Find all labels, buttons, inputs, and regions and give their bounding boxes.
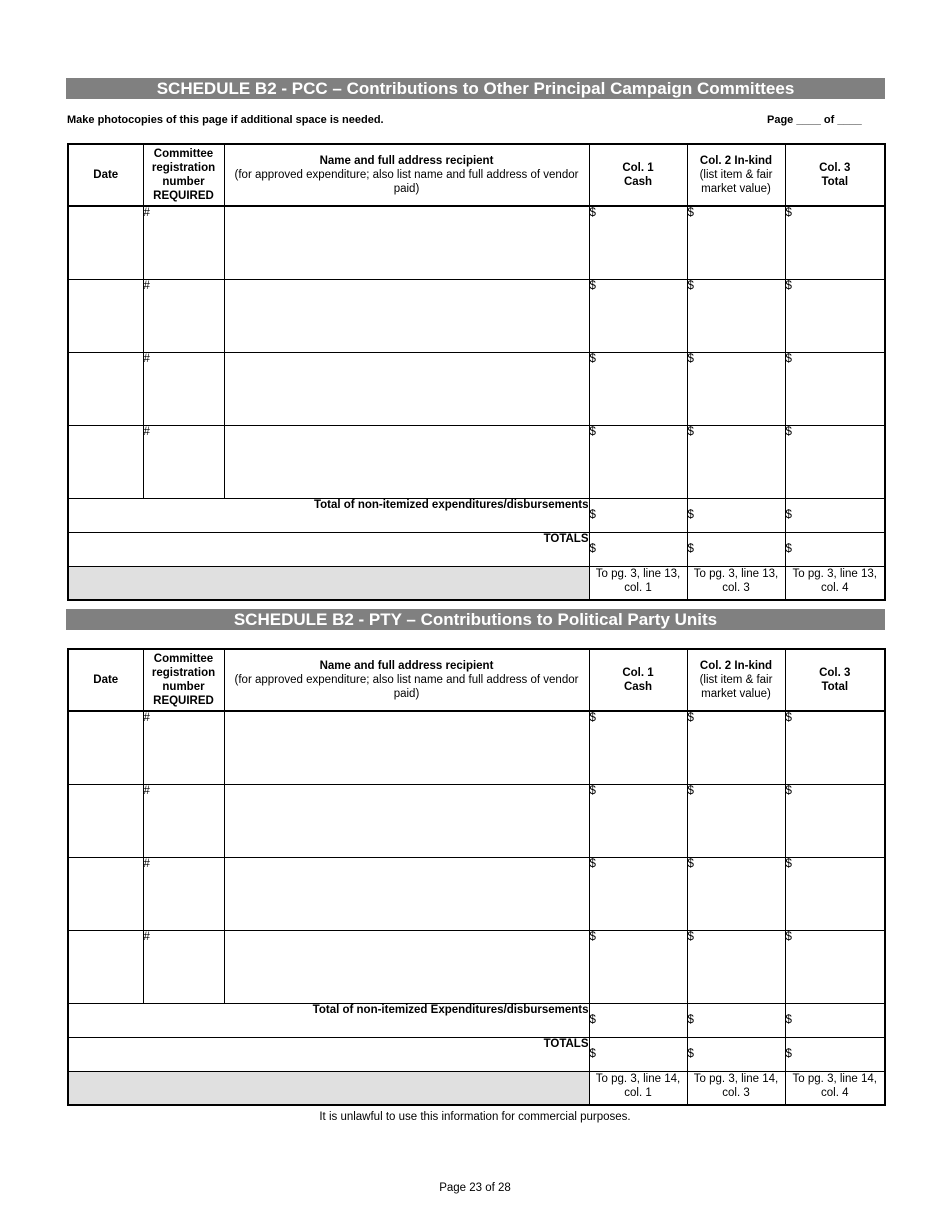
date-cell[interactable] [68,857,143,930]
reg-number-cell[interactable]: # [143,352,224,425]
recipient-cell[interactable] [224,857,589,930]
recipient-title: Name and full address recipient [319,155,494,167]
non-itemized-inkind[interactable]: $ [687,1003,785,1037]
table-row [68,784,885,857]
totals-cash[interactable]: $ [589,532,687,566]
date-header: Date [68,649,143,711]
committee-reg-header [143,649,224,711]
col3-header [785,649,885,711]
cash-cell[interactable]: $ [589,857,687,930]
reg-number-cell[interactable]: # [143,711,224,784]
ref-col1: To pg. 3, line 13, col. 1 [589,566,687,600]
non-itemized-label: Total of non-itemized Expenditures/disbursements [68,1003,589,1037]
cash-cell[interactable]: $ [589,711,687,784]
col3-header [785,144,885,206]
col2-title: Col. 2 In-kind [699,660,773,672]
recipient-cell[interactable] [224,711,589,784]
non-itemized-inkind[interactable]: $ [687,498,785,532]
table-row [68,279,885,352]
ref-col1: To pg. 3, line 14, col. 1 [589,1071,687,1105]
recipient-header [224,144,589,206]
schedule-pty-table [67,648,886,1106]
col3-sub: Total [821,176,849,188]
total-cell[interactable]: $ [785,784,885,857]
inkind-cell[interactable]: $ [687,279,785,352]
non-itemized-row [68,1003,885,1037]
schedule-pty-title: SCHEDULE B2 - PTY – Contributions to Political Party Units [66,609,885,630]
recipient-title: Name and full address recipient [319,660,494,672]
ref-col3: To pg. 3, line 14, col. 4 [785,1071,885,1105]
col2-title: Col. 2 In-kind [699,155,773,167]
recipient-cell[interactable] [224,279,589,352]
inkind-cell[interactable]: $ [687,930,785,1003]
cash-cell[interactable]: $ [589,425,687,498]
reg-number-cell[interactable]: # [143,930,224,1003]
col2-header [687,649,785,711]
inkind-cell[interactable]: $ [687,784,785,857]
col1-header [589,649,687,711]
col1-title: Col. 1 [622,162,654,174]
schedule-pcc-table [67,143,886,601]
commercial-use-notice: It is unlawful to use this information for commercial purposes. [319,1111,631,1123]
recipient-header [224,649,589,711]
inkind-cell[interactable]: $ [687,857,785,930]
non-itemized-cash[interactable]: $ [589,498,687,532]
recipient-cell[interactable] [224,930,589,1003]
totals-cash[interactable]: $ [589,1037,687,1071]
totals-row [68,1037,885,1071]
recipient-cell[interactable] [224,425,589,498]
recipient-cell[interactable] [224,206,589,279]
non-itemized-total[interactable]: $ [785,498,885,532]
committee-reg-label: Committee registration number [151,148,216,188]
date-cell[interactable] [68,206,143,279]
total-cell[interactable]: $ [785,930,885,1003]
totals-label: TOTALS [68,532,589,566]
page-number: Page 23 of 28 [439,1182,511,1194]
reference-row [68,566,885,600]
non-itemized-total[interactable]: $ [785,1003,885,1037]
col1-header [589,144,687,206]
col3-title: Col. 3 [819,162,851,174]
schedule-pcc-title: SCHEDULE B2 - PCC – Contributions to Other Principal Campaign Committees [66,78,885,99]
total-cell[interactable]: $ [785,279,885,352]
reg-number-cell[interactable]: # [143,279,224,352]
committee-reg-label: Committee registration number [151,653,216,693]
cash-cell[interactable]: $ [589,930,687,1003]
shaded-cell [68,1071,589,1105]
date-cell[interactable] [68,352,143,425]
committee-reg-header [143,144,224,206]
reg-number-cell[interactable]: # [143,857,224,930]
cash-cell[interactable]: $ [589,279,687,352]
table-row [68,930,885,1003]
table-row [68,206,885,279]
reg-number-cell[interactable]: # [143,425,224,498]
reg-number-cell[interactable]: # [143,206,224,279]
total-cell[interactable]: $ [785,425,885,498]
date-cell[interactable] [68,279,143,352]
totals-inkind[interactable]: $ [687,532,785,566]
required-label: REQUIRED [153,190,214,202]
inkind-cell[interactable]: $ [687,425,785,498]
cash-cell[interactable]: $ [589,206,687,279]
reference-row [68,1071,885,1105]
total-cell[interactable]: $ [785,857,885,930]
totals-inkind[interactable]: $ [687,1037,785,1071]
totals-total[interactable]: $ [785,532,885,566]
totals-row [68,532,885,566]
recipient-cell[interactable] [224,784,589,857]
totals-label: TOTALS [68,1037,589,1071]
total-cell[interactable]: $ [785,352,885,425]
col3-title: Col. 3 [819,667,851,679]
col1-sub: Cash [623,176,653,188]
date-cell[interactable] [68,930,143,1003]
col2-header [687,144,785,206]
col1-sub: Cash [623,681,653,693]
date-cell[interactable] [68,784,143,857]
date-cell[interactable] [68,711,143,784]
shaded-cell [68,566,589,600]
ref-col2: To pg. 3, line 14, col. 3 [687,1071,785,1105]
totals-total[interactable]: $ [785,1037,885,1071]
inkind-cell[interactable]: $ [687,352,785,425]
table-row [68,425,885,498]
recipient-cell[interactable] [224,352,589,425]
non-itemized-row [68,498,885,532]
col3-sub: Total [821,681,849,693]
col1-title: Col. 1 [622,667,654,679]
table-row [68,857,885,930]
reg-number-cell[interactable]: # [143,784,224,857]
required-label: REQUIRED [153,695,214,707]
table-row [68,352,885,425]
date-header: Date [68,144,143,206]
col2-sub: (list item & fair market value) [699,169,773,195]
cash-cell[interactable]: $ [589,784,687,857]
non-itemized-cash[interactable]: $ [589,1003,687,1037]
inkind-cell[interactable]: $ [687,206,785,279]
recipient-subtitle: (for approved expenditure; also list name and full address of vendor paid) [234,169,579,195]
recipient-subtitle: (for approved expenditure; also list name and full address of vendor paid) [234,674,579,700]
photocopy-instruction: Make photocopies of this page if additional space is needed. [67,114,384,126]
non-itemized-label: Total of non-itemized expenditures/disbursements [68,498,589,532]
total-cell[interactable]: $ [785,711,885,784]
ref-col2: To pg. 3, line 13, col. 3 [687,566,785,600]
inkind-cell[interactable]: $ [687,711,785,784]
total-cell[interactable]: $ [785,206,885,279]
ref-col3: To pg. 3, line 13, col. 4 [785,566,885,600]
table-row [68,711,885,784]
date-cell[interactable] [68,425,143,498]
col2-sub: (list item & fair market value) [699,674,773,700]
cash-cell[interactable]: $ [589,352,687,425]
page-of-field[interactable]: Page ____ of ____ [767,114,862,126]
